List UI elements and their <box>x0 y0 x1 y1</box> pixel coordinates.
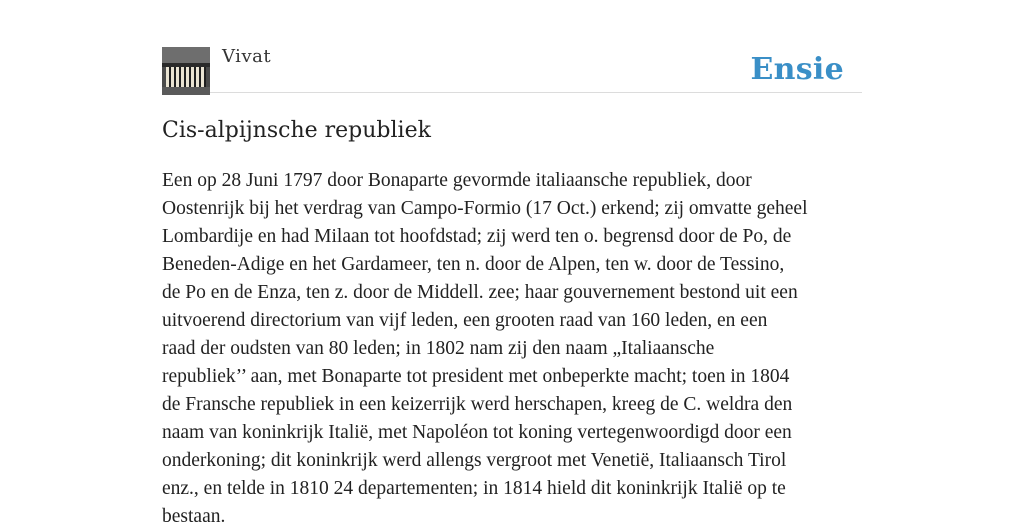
article-body: Een op 28 Juni 1797 door Bonaparte gevormde italiaansche republiek, door Oostenrijk bij het verdrag van Campo-Formio (17 Oct.) erkend; zij omvatte geheel Lombardije en had Milaan tot hoofdstad; zij werd ten o. begrensd door de Po, de Beneden-Adige en het Gardameer, ten n. door de Alpen, ten w. door de Tessino, de Po en de Enza, ten z. door de Middell. zee; haar gouvernement bestond uit een uitvoerend directorium van vijf leden, een grooten raad van 160 leden, en een raad der oudsten van 80 leden; in 1802 nam zij den naam „Italiaansche republiek’’ aan, met Bonaparte tot president met onbeperkte macht; toen in 1804 de Fransche republiek in een keizerrijk werd herschapen, kreeg de C. weldra den naam van koninkrijk Italië, met Napoléon tot koning vertegenwoordigd door een onderkoning; dit koninkrijk werd allengs vergroot met Venetië, Italiaansch Tirol enz., en telde in 1810 24 departementen; in 1814 hield dit koninkrijk Italië op te bestaan. <box>162 170 808 527</box>
header <box>162 46 862 93</box>
site-logo[interactable]: Ensie <box>750 52 844 87</box>
article-title: Cis-alpijnsche republiek <box>162 118 431 143</box>
author-name[interactable]: Vivat <box>222 46 272 67</box>
author-avatar[interactable] <box>162 47 210 95</box>
bookshelf-avatar-icon <box>162 47 210 95</box>
page <box>162 0 862 527</box>
